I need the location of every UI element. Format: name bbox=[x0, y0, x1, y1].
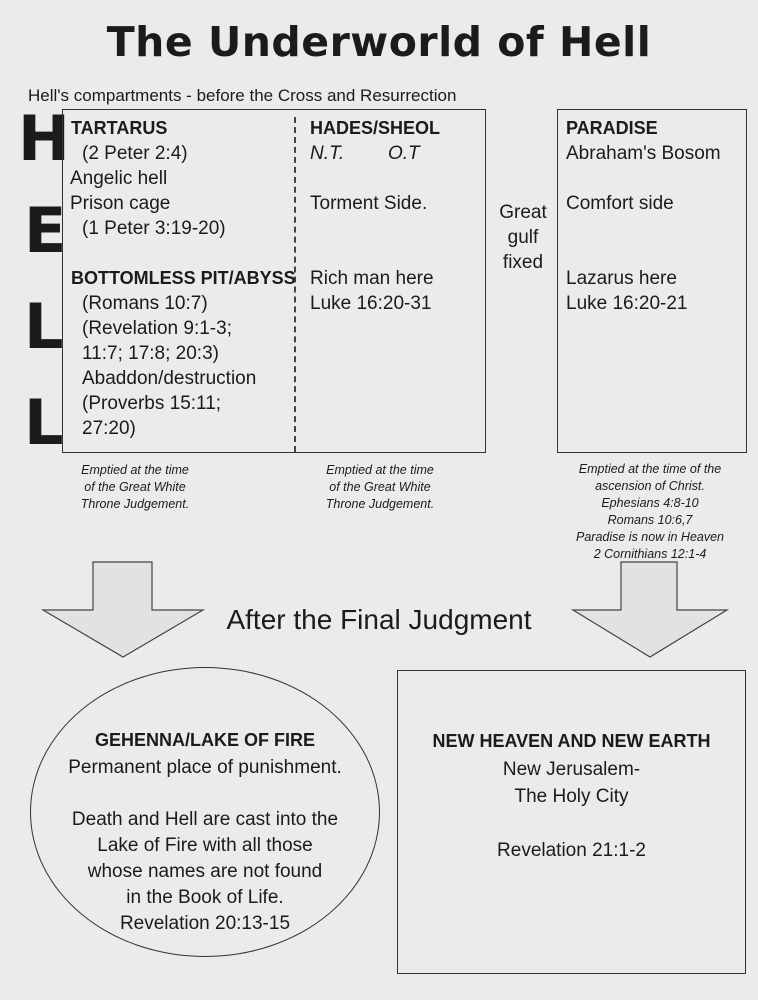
page-title: The Underworld of Hell bbox=[106, 18, 652, 66]
gehenna-line: Lake of Fire with all those bbox=[97, 835, 313, 856]
heaven-heading: NEW HEAVEN AND NEW EARTH bbox=[432, 731, 711, 751]
hell-letter-l2: L bbox=[24, 386, 64, 459]
hell-letter-h: H bbox=[18, 102, 70, 175]
paradise-comfort: Comfort side bbox=[566, 193, 674, 214]
hades-nt: N.T. bbox=[310, 143, 345, 164]
abyss-line: 27:20) bbox=[82, 418, 136, 439]
hades-rich-ref: Luke 16:20-31 bbox=[310, 293, 432, 314]
heaven-block bbox=[397, 731, 746, 864]
gehenna-line: Death and Hell are cast into the bbox=[71, 809, 339, 830]
gulf-line: gulf bbox=[507, 227, 539, 248]
heaven-text bbox=[397, 756, 746, 864]
gehenna-line: in the Book of Life. bbox=[126, 887, 284, 908]
note-line: Emptied at the time bbox=[326, 463, 434, 477]
note-line: Emptied at the time bbox=[81, 463, 189, 477]
hell-letter-l1: L bbox=[24, 290, 64, 363]
abyss-line: 11:7; 17:8; 20:3) bbox=[82, 343, 219, 364]
abyss-line: Abaddon/destruction bbox=[82, 368, 257, 389]
gehenna-block bbox=[30, 730, 380, 937]
paradise-sub: Abraham's Bosom bbox=[566, 143, 721, 164]
gulf-line: fixed bbox=[502, 252, 544, 273]
tartarus-line: Prison cage bbox=[70, 193, 171, 214]
paradise-heading: PARADISE bbox=[566, 118, 658, 138]
note-line: ascension of Christ. bbox=[595, 479, 705, 493]
abyss-line: (Romans 10:7) bbox=[82, 293, 208, 314]
paradise-ref: Luke 16:20-21 bbox=[566, 293, 688, 314]
gehenna-line: Revelation 20:13-15 bbox=[119, 913, 291, 934]
hades-rich-man: Rich man here bbox=[310, 268, 434, 289]
gehenna-line: whose names are not found bbox=[87, 861, 323, 882]
tartarus-line: Angelic hell bbox=[70, 168, 168, 189]
note-line: Throne Judgement. bbox=[325, 497, 435, 511]
note-line: of the Great White bbox=[84, 480, 186, 494]
paradise-lazarus: Lazarus here bbox=[566, 268, 677, 289]
gehenna-spacer bbox=[30, 781, 380, 807]
note-line: Throne Judgement. bbox=[80, 497, 190, 511]
abyss-heading: BOTTOMLESS PIT/ABYSS bbox=[71, 268, 296, 288]
hades-heading: HADES/SHEOL bbox=[310, 118, 441, 138]
hades-torment: Torment Side. bbox=[310, 193, 428, 214]
gehenna-line: Permanent place of punishment. bbox=[68, 757, 342, 778]
heaven-line: New Jerusalem- bbox=[502, 759, 641, 780]
note-line: 2 Cornithians 12:1-4 bbox=[593, 547, 707, 561]
heaven-line: The Holy City bbox=[514, 786, 629, 807]
gehenna-text bbox=[30, 755, 380, 937]
heaven-spacer bbox=[397, 810, 746, 837]
tartarus-ref: (2 Peter 2:4) bbox=[82, 143, 188, 164]
tartarus-heading: TARTARUS bbox=[71, 118, 168, 138]
hades-ot: O.T bbox=[388, 143, 420, 164]
gehenna-heading: GEHENNA/LAKE OF FIRE bbox=[94, 730, 315, 750]
note-line: Romans 10:6,7 bbox=[607, 513, 693, 527]
after-final-judgment: After the Final Judgment bbox=[226, 604, 532, 635]
note-line: Ephesians 4:8-10 bbox=[601, 496, 699, 510]
hell-letter-e: E bbox=[24, 194, 67, 267]
note-line: of the Great White bbox=[329, 480, 431, 494]
note-line: Emptied at the time of the bbox=[578, 462, 722, 476]
note-line: Paradise is now in Heaven bbox=[576, 530, 724, 544]
gulf-line: Great bbox=[499, 202, 547, 223]
abyss-line: (Proverbs 15:11; bbox=[82, 393, 222, 414]
tartarus-ref: (1 Peter 3:19-20) bbox=[82, 218, 226, 239]
heaven-line: Revelation 21:1-2 bbox=[497, 840, 646, 861]
abyss-line: (Revelation 9:1-3; bbox=[82, 318, 232, 339]
subtitle: Hell's compartments - before the Cross and Resurrection bbox=[28, 86, 457, 105]
